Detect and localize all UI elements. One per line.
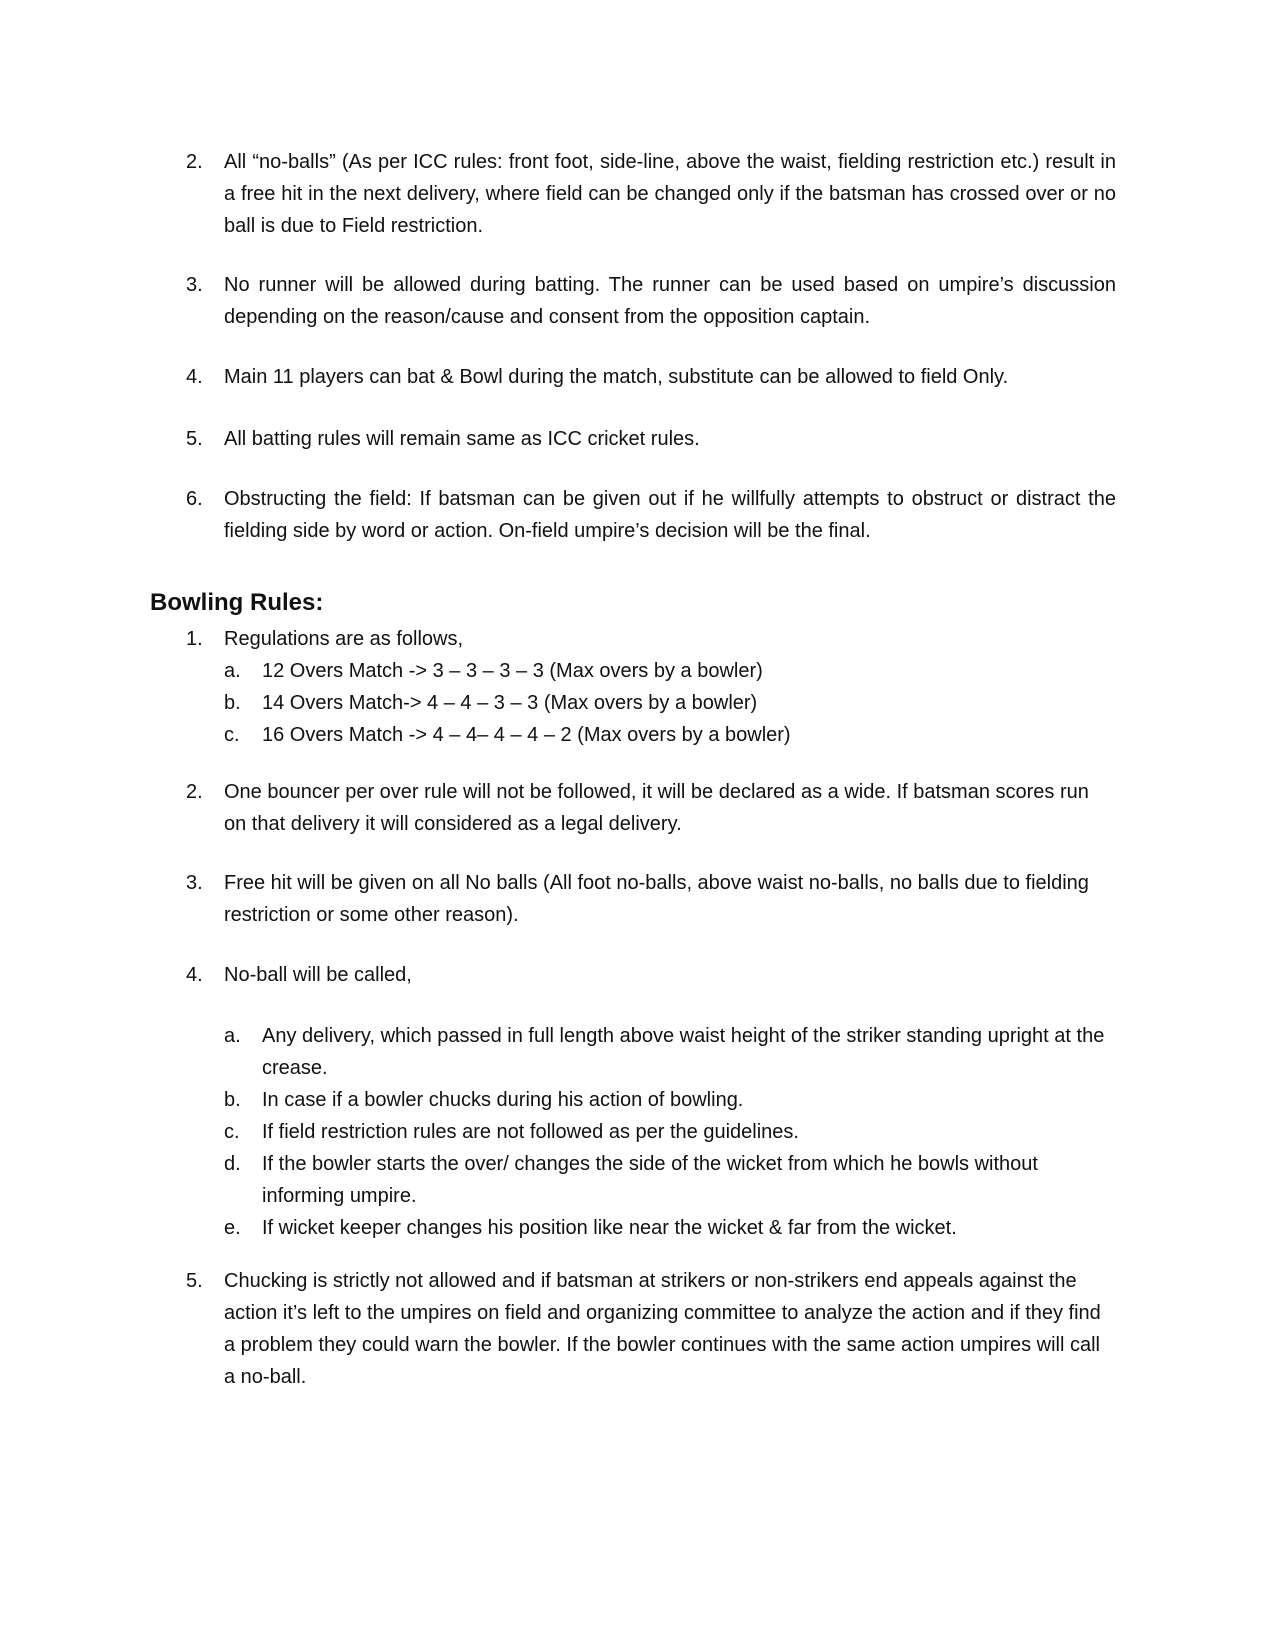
sub-item-letter: c. <box>224 724 240 746</box>
sub-item-letter: a. <box>224 1025 241 1047</box>
section-heading: Bowling Rules: <box>150 589 324 616</box>
sub-item-text: If field restriction rules are not followed as per the guidelines. <box>262 1121 799 1143</box>
batting-rule-4 <box>186 361 1116 393</box>
sub-item-text: Any delivery, which passed in full length above waist height of the striker standing upright at the crease. <box>262 1025 1105 1079</box>
sub-item-letter: b. <box>224 692 241 714</box>
sub-item <box>224 655 1116 687</box>
bowling-rule-1 <box>186 623 1116 751</box>
sub-item <box>224 1116 1116 1148</box>
rule-text: Main 11 players can bat & Bowl during the match, substitute can be allowed to field Only. <box>224 366 1009 388</box>
rule-text: Free hit will be given on all No balls (All foot no-balls, above waist no-balls, no balls due to fielding restriction or some other reason). <box>224 872 1089 926</box>
sub-item-text: 16 Overs Match -> 4 – 4– 4 – 4 – 2 (Max overs by a bowler) <box>262 724 791 746</box>
rule-number: 1. <box>186 628 203 650</box>
bowling-rule-5 <box>186 1265 1116 1393</box>
rule-text: One bouncer per over rule will not be followed, it will be declared as a wide. If batsman scores run on that delivery it will considered as a legal delivery. <box>224 781 1089 835</box>
rule-text: No-ball will be called, <box>224 964 412 986</box>
rule-text: All “no-balls” (As per ICC rules: front foot, side-line, above the waist, fielding restriction etc.) result in a free hit in the next delivery, where field can be changed only if the batsman has crossed over or no ball is due to Field restriction. <box>224 151 1116 237</box>
sub-item <box>224 687 1116 719</box>
batting-rule-3 <box>186 269 1116 333</box>
bowling-rule-4 <box>186 959 1116 991</box>
rule-text: Obstructing the field: If batsman can be given out if he willfully attempts to obstruct or distract the fielding side by word or action. On-field umpire’s decision will be the final. <box>224 488 1116 542</box>
sub-item <box>224 719 1116 751</box>
sub-item-text: 12 Overs Match -> 3 – 3 – 3 – 3 (Max overs by a bowler) <box>262 660 763 682</box>
batting-rule-2 <box>186 146 1116 242</box>
batting-rule-6 <box>186 483 1116 547</box>
sub-item-letter: a. <box>224 660 241 682</box>
rule-number: 5. <box>186 1270 203 1292</box>
sub-item-text: 14 Overs Match-> 4 – 4 – 3 – 3 (Max overs by a bowler) <box>262 692 758 714</box>
sub-item-text: If wicket keeper changes his position like near the wicket & far from the wicket. <box>262 1217 957 1239</box>
rule-text: Regulations are as follows, <box>224 628 464 650</box>
sub-item <box>224 1084 1116 1116</box>
rule-text: All batting rules will remain same as ICC cricket rules. <box>224 428 700 450</box>
rule-number: 4. <box>186 964 203 986</box>
sub-item-letter: b. <box>224 1089 241 1111</box>
rule-text: No runner will be allowed during batting. The runner can be used based on umpire’s discussion depending on the reason/cause and consent from the opposition captain. <box>224 274 1116 328</box>
sub-item-text: In case if a bowler chucks during his action of bowling. <box>262 1089 744 1111</box>
sub-item-letter: c. <box>224 1121 240 1143</box>
bowling-rule-2 <box>186 776 1116 840</box>
rule-number: 2. <box>186 151 203 173</box>
rule-number: 5. <box>186 428 203 450</box>
rule-number: 3. <box>186 274 203 296</box>
rule-number: 6. <box>186 488 203 510</box>
batting-rule-5 <box>186 423 1116 455</box>
sub-item-letter: d. <box>224 1153 241 1175</box>
rule-number: 2. <box>186 781 203 803</box>
bowling-rule-3 <box>186 867 1116 931</box>
rule-number: 4. <box>186 366 203 388</box>
sub-item <box>224 1020 1116 1084</box>
rule-number: 3. <box>186 872 203 894</box>
sub-item <box>224 1212 1116 1244</box>
sub-item <box>224 1148 1116 1212</box>
sub-item-letter: e. <box>224 1217 241 1239</box>
rule-text: Chucking is strictly not allowed and if batsman at strikers or non-strikers end appeals against the action it’s left to the umpires on field and organizing committee to analyze the action and if they find a problem they could warn the bowler. If the bowler continues with the same action umpires will call a no-ball. <box>224 1270 1101 1388</box>
sub-item-text: If the bowler starts the over/ changes the side of the wicket from which he bowls without informing umpire. <box>262 1153 1038 1207</box>
bowling-rule-4-subitems <box>186 1020 1116 1244</box>
